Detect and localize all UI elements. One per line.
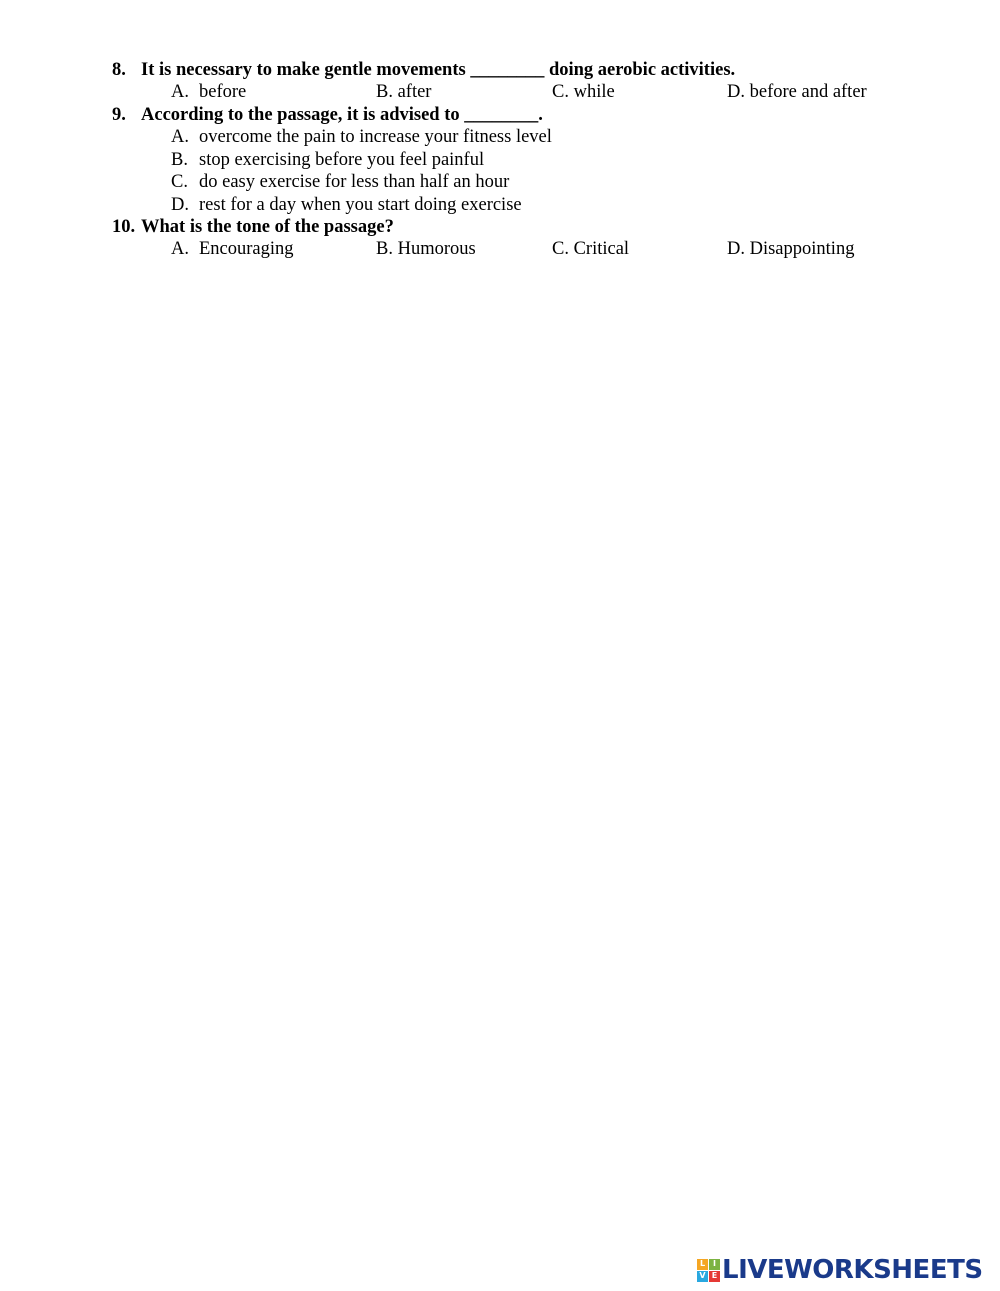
option-letter: A.: [171, 82, 189, 102]
option-text: overcome the pain to increase your fitness level: [199, 127, 552, 147]
question-text: According to the passage, it is advised to ________.: [141, 105, 543, 125]
question-number: 8.: [112, 60, 126, 80]
option-text: stop exercising before you feel painful: [199, 150, 485, 170]
option-text: D. before and after: [727, 82, 867, 102]
option-text: before: [199, 82, 247, 102]
live-mark-icon: [697, 1259, 720, 1282]
question-text: It is necessary to make gentle movements ________ doing aerobic activities.: [141, 60, 736, 80]
option-text: rest for a day when you start doing exercise: [199, 195, 522, 215]
option-letter: B.: [171, 150, 188, 170]
logo-mark-tile: E: [709, 1271, 720, 1282]
option-text: B. after: [376, 82, 432, 102]
liveworksheets-logo: [697, 1257, 983, 1283]
option-letter: A.: [171, 127, 189, 147]
option-letter: A.: [171, 239, 189, 259]
logo-mark-tile: V: [697, 1271, 708, 1282]
option-text: D. Disappointing: [727, 239, 855, 259]
logo-mark-tile: L: [697, 1259, 708, 1270]
option-text: C. while: [552, 82, 615, 102]
option-text: C. Critical: [552, 239, 630, 259]
logo-mark-tile: I: [709, 1259, 720, 1270]
option-letter: D.: [171, 195, 189, 215]
question-number: 9.: [112, 105, 126, 125]
option-text: B. Humorous: [376, 239, 476, 259]
option-text: do easy exercise for less than half an hour: [199, 172, 510, 192]
option-letter: C.: [171, 172, 188, 192]
question-number: 10.: [112, 217, 136, 237]
question-text: What is the tone of the passage?: [141, 217, 394, 237]
logo-text: LIVEWORKSHEETS: [722, 1255, 983, 1285]
option-text: Encouraging: [199, 239, 294, 259]
